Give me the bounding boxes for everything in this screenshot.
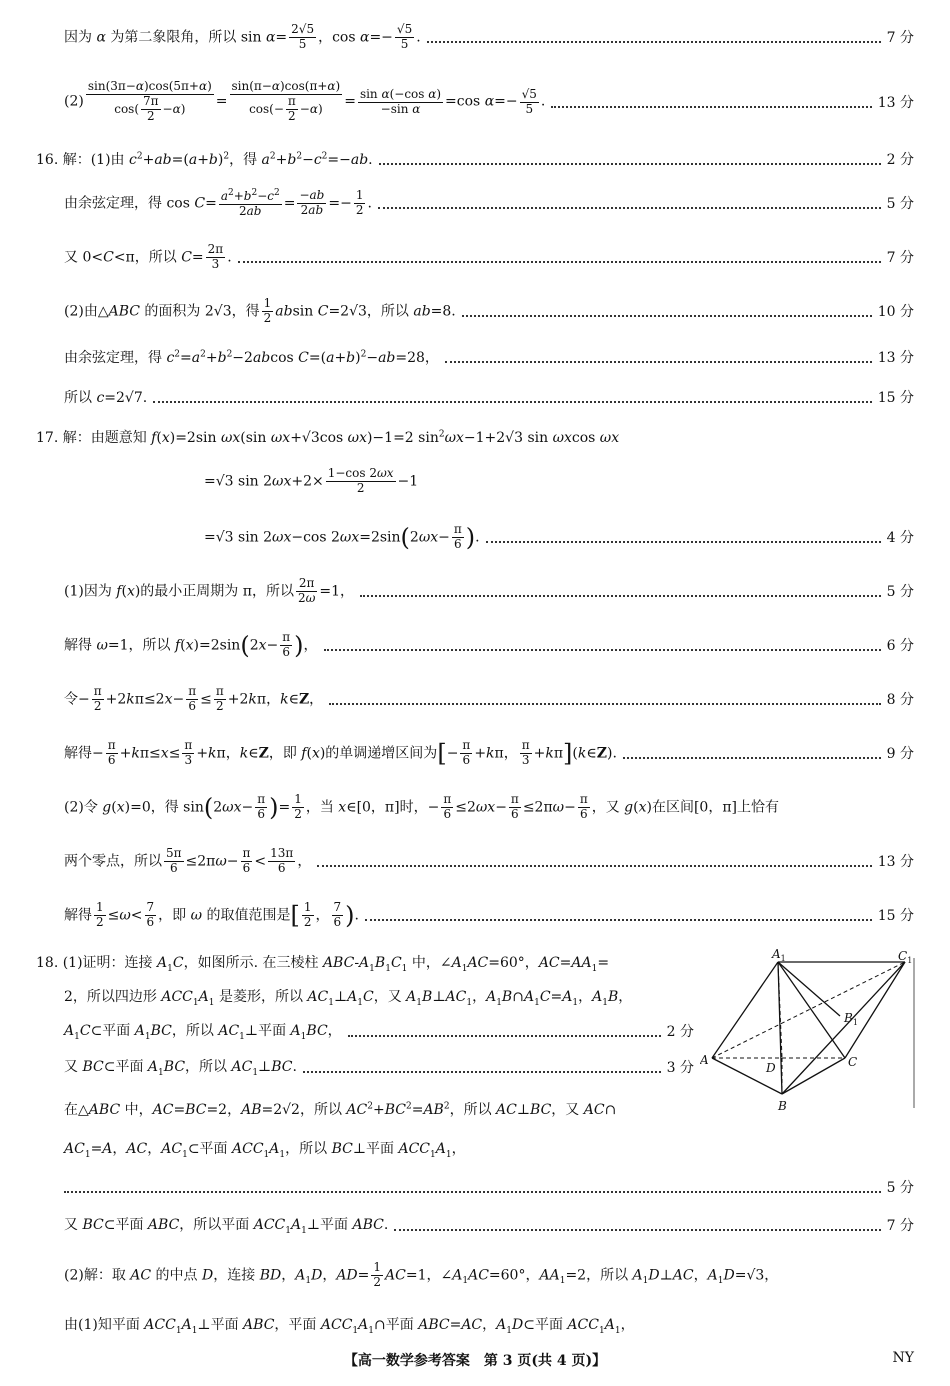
- score: 8 分: [886, 692, 914, 708]
- answer-line: 又 0<C<π，所以 C= $\frac{2\pi}{3}$ . 7 分: [64, 241, 914, 271]
- leader-dots: [379, 162, 881, 165]
- leader-dots: [394, 1228, 880, 1231]
- leader-dots: [329, 702, 880, 705]
- leader-dots: [462, 314, 872, 317]
- leader-dots: [378, 206, 881, 209]
- answer-line: (2)解：取 AC 的中点 D，连接 BD，$A_1D$，AD= $\frac{1}{2}$ AC=1，$\angle A_1AC=60^\circ$，$AA_1=2$，所以 $A_1D\perp AC$，$A_1D=√3$，: [64, 1259, 779, 1289]
- score: 7 分: [886, 30, 914, 46]
- answer-line: $AC_1=A$，AC，$AC_1\subset$平面 $ACC_1A_1$，所以 BC⊥平面 $ACC_1A_1$，: [64, 1141, 466, 1160]
- answer-line: 又 BC⊂平面 $A_1BC$，所以 $AC_1\perp BC$. 3 分: [64, 1052, 694, 1082]
- answer-line: $A_1C\subset$平面 $A_1BC$，所以 $AC_1\perp$平面 $A_1BC$， 2 分: [64, 1016, 694, 1046]
- score: 10 分: [877, 304, 914, 320]
- answer-line: =√3 sin 2ωx−cos 2ωx=2sin(2ωx− $\frac{\pi}{6}$ ). 4 分: [204, 521, 914, 551]
- leader-dots: [486, 540, 881, 543]
- answer-line: 解得− $\frac{\pi}{6}$ +kπ≤x≤ $\frac{\pi}{3}$ +kπ，k∈Z，即 f(x)的单调递增区间为[− $\frac{\pi}{6}$ +kπ， $\frac{\pi}{3}$ +kπ](k∈Z). 9 分: [64, 737, 914, 767]
- score: 7 分: [886, 1218, 914, 1234]
- answer-line: (2)由△ABC 的面积为 2√3，得 $\frac{1}{2}$ absin C=2√3，所以 ab=8. 10 分: [64, 295, 914, 325]
- answer-line: 由(1)知平面 $ACC_1A_1\perp$平面 ABC，平面 $ACC_1A_1\cap$平面 ABC=AC，$A_1D\subset$平面 $ACC_1A_1$，: [64, 1317, 635, 1336]
- score: 3 分: [666, 1060, 694, 1076]
- score: 2 分: [886, 152, 914, 168]
- answer-line: 17. 解：由题意知 f(x)=2sin ωx(sin ωx+√3cos ωx)−1=2 $\sin^2\omega x-1+2√3$ sin ωxcos ωx: [36, 429, 620, 446]
- answer-line: (1)因为 f(x)的最小正周期为 π，所以 $\frac{2\pi}{2\omega}$ =1， 5 分: [64, 575, 914, 605]
- answer-line: 两个零点，所以 $\frac{5\pi}{6}$ ≤2πω− $\frac{\pi}{6}$ < $\frac{13\pi}{6}$ ， 13 分: [64, 845, 914, 875]
- vertex-label-a: A: [700, 1053, 709, 1067]
- answer-line: (2) sin(3π−α)cos(5π+α) cos( $\frac{7\pi}{2}$ −α) = sin(π−α)cos(π+α) cos(− $\frac{\pi}{2}$ −α) = $\frac{\text{sin α(−cos α)}}{\text{−sin α}}$ =cos α=− $\frac{√5}{5}$ . 13 分: [64, 79, 914, 123]
- answer-line: 由余弦定理，得 cos C= $\frac{a^2+b^2-c^2}{2ab}$ = $\frac{-ab}{2ab}$ =− $\frac{1}{2}$ . 5 分: [64, 187, 914, 218]
- vertex-label-a1: $A_1$: [772, 948, 786, 963]
- leader-dots: [427, 40, 881, 43]
- leader-dots: [324, 648, 881, 651]
- answer-line: 令− $\frac{\pi}{2}$ +2kπ≤2x− $\frac{\pi}{6}$ ≤ $\frac{\pi}{2}$ +2kπ，k∈Z， 8 分: [64, 683, 914, 713]
- answer-line: 解得 $\frac{1}{2}$ ≤ω< $\frac{7}{6}$ ，即 ω 的取值范围是[ $\frac{1}{2}$ ， $\frac{7}{6}$ ). 15 分: [64, 899, 914, 929]
- score: 13 分: [877, 854, 914, 870]
- leader-dots: [348, 1034, 661, 1037]
- answer-line: 16. 解：(1)由 $c^2+ab=(a+b)^2$，得 $a^2+b^2-c^2=-ab$. 2 分: [36, 144, 914, 174]
- leader-dots: [64, 1190, 881, 1193]
- answer-line: 因为 α 为第二象限角，所以 sin α= $\frac{2√5}{5}$ ，cos α=− $\frac{√5}{5}$ . 7 分: [64, 21, 914, 51]
- vertex-label-b1: $B_1$: [844, 1011, 858, 1027]
- leader-dots: [360, 594, 881, 597]
- leader-dots: [551, 105, 871, 108]
- score: 6 分: [886, 638, 914, 654]
- score: 15 分: [877, 908, 914, 924]
- leader-dots: [303, 1070, 661, 1073]
- leader-dots: [623, 756, 881, 759]
- vertex-label-c1: $C_1$: [898, 949, 913, 965]
- answer-line: 又 BC⊂平面 ABC，所以平面 $ACC_1A_1\perp$平面 ABC. 7 分: [64, 1210, 914, 1240]
- score: 5 分: [886, 196, 914, 212]
- vertex-label-b: B: [778, 1099, 787, 1113]
- footer-code: NY: [892, 1350, 914, 1366]
- answer-line: (2)令 g(x)=0，得 sin(2ωx− $\frac{\pi}{6}$ )= $\frac{1}{2}$ ，当 x∈[0，π]时，− $\frac{\pi}{6}$ ≤2ωx− $\frac{\pi}{6}$ ≤2πω− $\frac{\pi}{6}$ ，又 g(x)在区间[0，π]上恰有: [64, 791, 779, 821]
- score: 7 分: [886, 250, 914, 266]
- answer-line: 解得 ω=1，所以 f(x)=2sin(2x− $\frac{\pi}{6}$ )， 6 分: [64, 629, 914, 659]
- score: 4 分: [886, 530, 914, 546]
- score: 15 分: [877, 390, 914, 406]
- vertex-label-c: C: [848, 1055, 858, 1069]
- answer-line: 18. (1)证明：连接 $A_1C$，如图所示. 在三棱柱 ABC-$A_1B_1C_1$ 中，$\angle A_1AC=60^\circ$，$AC=AA_1=$: [36, 955, 610, 974]
- page-footer: 【高一数学参考答案 第 3 页(共 4 页)】: [343, 1353, 607, 1369]
- score: 13 分: [877, 350, 914, 366]
- answer-line: 在△ABC 中，AC=BC=2，AB=2√2，所以 $AC^2+BC^2=AB^2$，所以 AC⊥BC，又 AC∩: [64, 1101, 617, 1118]
- leader-dots: [317, 864, 871, 867]
- answer-line: 2，所以四边形 $ACC_1A_1$ 是菱形，所以 $AC_1\perp A_1C$，又 $A_1B\perp AC_1$，$A_1B\cap A_1C=A_1$，$A_1B$，: [64, 989, 633, 1008]
- answer-line: 所以 c=2√7. 15 分: [64, 382, 914, 412]
- answer-line: =√3 sin 2ωx+2× $\frac{1-\cos 2\omega x}{2}$ −1: [204, 465, 419, 495]
- score: 5 分: [886, 584, 914, 600]
- leader-dots: [153, 400, 872, 403]
- leader-dots: [445, 360, 872, 363]
- vertex-label-d: D: [766, 1061, 776, 1075]
- score: 9 分: [886, 746, 914, 762]
- answer-line: 由余弦定理，得 $c^2=a^2+b^2-2abcos$ $C=(a+b)^2-ab=28$， 13 分: [64, 342, 914, 372]
- leader-dots: [365, 918, 872, 921]
- prism-figure: [700, 948, 920, 1114]
- score: 5 分: [886, 1180, 914, 1196]
- answer-line: [64, 1172, 914, 1202]
- leader-dots: [238, 260, 881, 263]
- score: 13 分: [877, 95, 914, 111]
- score: 2 分: [666, 1024, 694, 1040]
